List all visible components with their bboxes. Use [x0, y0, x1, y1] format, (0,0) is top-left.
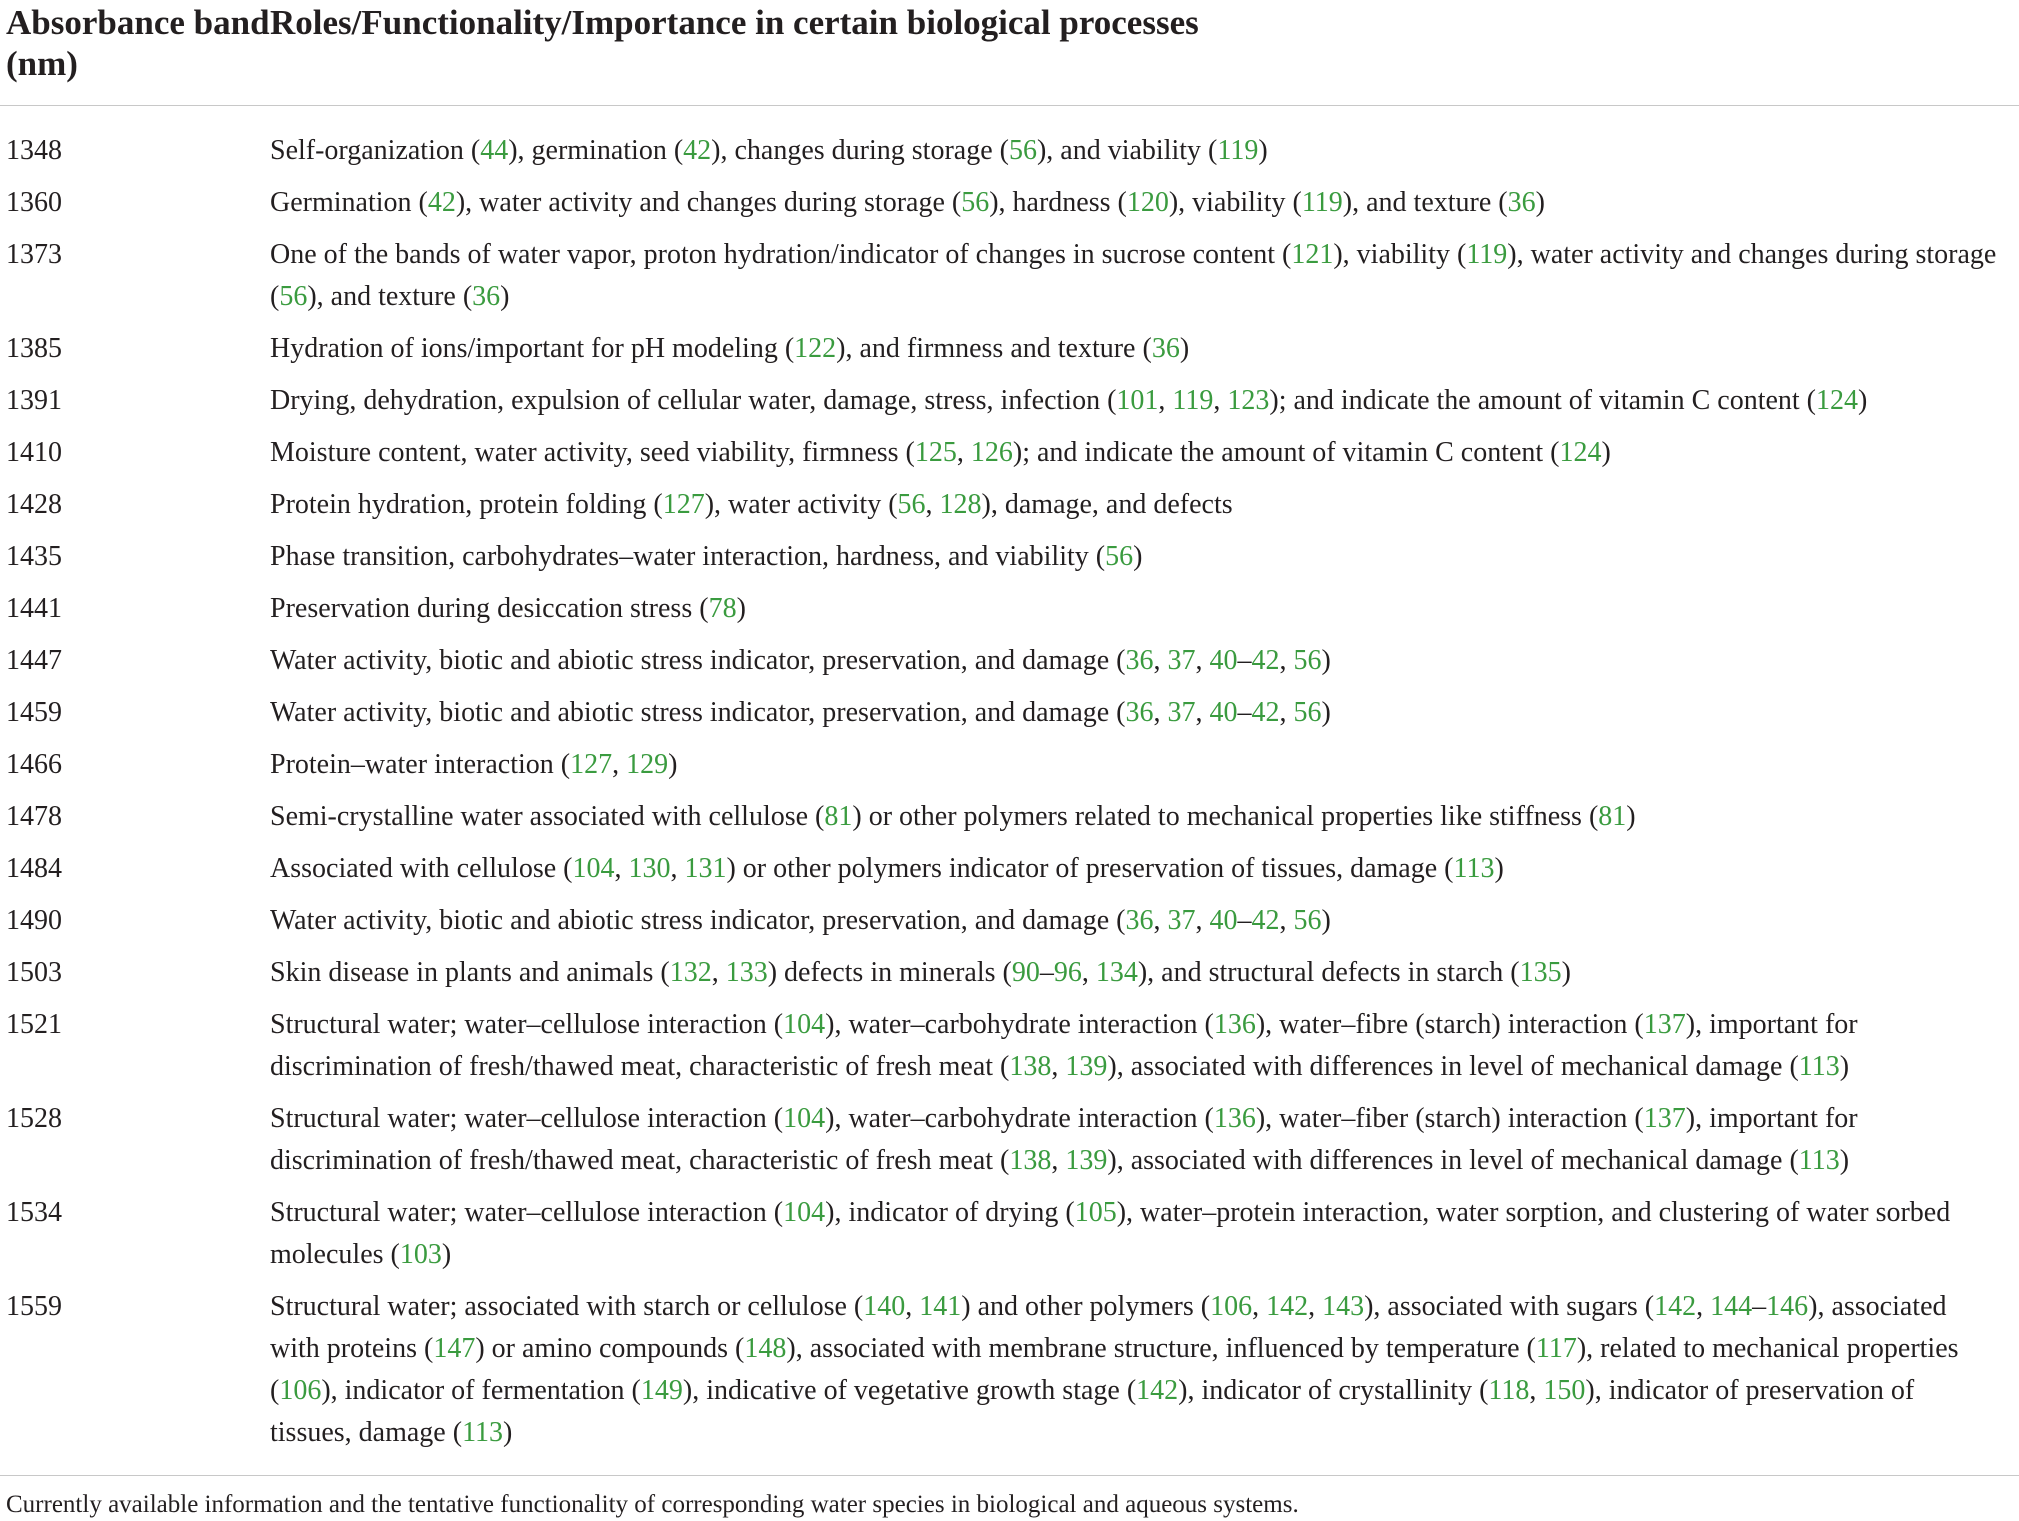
- roles-cell: [270, 952, 2019, 1004]
- role-text: ), and texture (: [307, 281, 473, 312]
- table-row: [0, 380, 2019, 432]
- reference-link[interactable]: 142: [1654, 1291, 1697, 1322]
- reference-link[interactable]: 113: [1798, 1145, 1840, 1176]
- reference-link[interactable]: 150: [1543, 1375, 1586, 1406]
- reference-link[interactable]: 36: [1125, 697, 1154, 728]
- reference-link[interactable]: 104: [572, 853, 615, 884]
- header-absorbance-band: Absorbance band (nm): [0, 0, 270, 106]
- table-row: [0, 106, 2019, 183]
- role-text: –: [1237, 697, 1252, 728]
- roles-cell: [270, 182, 2019, 234]
- role-text: Skin disease in plants and animals (: [270, 957, 670, 988]
- reference-link[interactable]: 56: [1293, 645, 1322, 676]
- role-text: ,: [1252, 1291, 1267, 1322]
- header-roles: Roles/Functionality/Importance in certain biological processes: [270, 0, 2019, 106]
- role-text: ), changes during storage (: [711, 135, 1009, 166]
- absorbance-band-cell: 1447: [6, 645, 62, 676]
- role-text: ), important for discrimination of fresh/thawed meat, characteristic of fresh meat (: [270, 1009, 1858, 1082]
- reference-link[interactable]: 36: [472, 281, 501, 312]
- reference-link[interactable]: 136: [1213, 1103, 1256, 1134]
- role-text: ) and other polymers (: [961, 1291, 1211, 1322]
- role-text: ), indicative of vegetative growth stage (: [682, 1375, 1137, 1406]
- role-text: Drying, dehydration, expulsion of cellular water, damage, stress, infection (: [270, 385, 1117, 416]
- reference-link[interactable]: 37: [1167, 697, 1196, 728]
- role-text: ): [1561, 957, 1571, 988]
- reference-link[interactable]: 104: [783, 1197, 826, 1228]
- role-text: ), associated with membrane structure, influenced by temperature (: [786, 1333, 1536, 1364]
- role-text: ), indicator of preservation of tissues, damage (: [270, 1375, 1915, 1448]
- reference-link[interactable]: 56: [1293, 697, 1322, 728]
- reference-link[interactable]: 128: [939, 489, 982, 520]
- table-row: [0, 952, 2019, 1004]
- role-text: ), important for discrimination of fresh/thawed meat, characteristic of fresh meat (: [270, 1103, 1858, 1176]
- reference-link[interactable]: 127: [570, 749, 613, 780]
- reference-link[interactable]: 143: [1322, 1291, 1365, 1322]
- role-text: ,: [1153, 905, 1168, 936]
- reference-link[interactable]: 113: [1453, 853, 1495, 884]
- reference-link[interactable]: 103: [399, 1239, 442, 1270]
- absorbance-band-cell: 1373: [6, 239, 62, 270]
- role-text: ), indicator of fermentation (: [321, 1375, 641, 1406]
- reference-link[interactable]: 146: [1766, 1291, 1809, 1322]
- role-text: ,: [1279, 697, 1294, 728]
- reference-link[interactable]: 36: [1507, 187, 1536, 218]
- role-text: ): [1179, 333, 1190, 364]
- reference-link[interactable]: 113: [462, 1417, 504, 1448]
- roles-cell: [270, 848, 2019, 900]
- reference-link[interactable]: 104: [783, 1009, 826, 1040]
- reference-link[interactable]: 56: [1008, 135, 1037, 166]
- roles-cell: [270, 1192, 2019, 1286]
- reference-link[interactable]: 138: [1009, 1145, 1052, 1176]
- role-text: ) or amino compounds (: [475, 1333, 745, 1364]
- table-bottom-rule: [0, 1475, 2019, 1476]
- reference-link[interactable]: 142: [1136, 1375, 1179, 1406]
- roles-cell: [270, 484, 2019, 536]
- role-text: ,: [925, 489, 940, 520]
- reference-link[interactable]: 132: [669, 957, 712, 988]
- role-text: ), and texture (: [1342, 187, 1508, 218]
- reference-link[interactable]: 135: [1519, 957, 1562, 988]
- role-text: ): [1839, 1051, 1850, 1082]
- role-text: ,: [905, 1291, 920, 1322]
- absorbance-band-cell: 1428: [6, 489, 62, 520]
- reference-link[interactable]: 139: [1065, 1145, 1108, 1176]
- role-text: –: [1039, 957, 1054, 988]
- reference-link[interactable]: 147: [433, 1333, 476, 1364]
- reference-link[interactable]: 119: [1301, 187, 1343, 218]
- role-text: ), indicator of drying (: [825, 1197, 1075, 1228]
- role-text: ,: [670, 853, 685, 884]
- role-text: ,: [1195, 697, 1210, 728]
- reference-link[interactable]: 119: [1172, 385, 1214, 416]
- table-row: [0, 848, 2019, 900]
- table-row: [0, 588, 2019, 640]
- role-text: ,: [1081, 957, 1096, 988]
- reference-link[interactable]: 42: [427, 187, 456, 218]
- reference-link[interactable]: 126: [970, 437, 1013, 468]
- role-text: Structural water; water–cellulose interaction (: [270, 1009, 784, 1040]
- reference-link[interactable]: 141: [919, 1291, 962, 1322]
- reference-link[interactable]: 118: [1488, 1375, 1530, 1406]
- reference-link[interactable]: 123: [1227, 385, 1270, 416]
- table-row: [0, 1192, 2019, 1286]
- role-text: ): [1258, 135, 1268, 166]
- reference-link[interactable]: 106: [279, 1375, 322, 1406]
- role-text: ), viability (: [1168, 187, 1302, 218]
- role-text: ), associated with differences in level of mechanical damage (: [1107, 1051, 1799, 1082]
- table-row: [0, 900, 2019, 952]
- table-row: [0, 432, 2019, 484]
- reference-link[interactable]: 42: [1251, 697, 1280, 728]
- role-text: Water activity, biotic and abiotic stress indicator, preservation, and damage (: [270, 697, 1126, 728]
- reference-link[interactable]: 56: [897, 489, 926, 520]
- roles-cell: [270, 234, 2019, 328]
- reference-link[interactable]: 40: [1209, 697, 1238, 728]
- role-text: ), water–carbohydrate interaction (: [825, 1009, 1214, 1040]
- role-text: ,: [1529, 1375, 1544, 1406]
- table-row: [0, 640, 2019, 692]
- role-text: ,: [1279, 645, 1294, 676]
- reference-link[interactable]: 37: [1167, 645, 1196, 676]
- roles-cell: [270, 640, 2019, 692]
- reference-link[interactable]: 138: [1009, 1051, 1052, 1082]
- roles-cell: [270, 796, 2019, 848]
- role-text: One of the bands of water vapor, proton hydration/indicator of changes in sucrose content (: [270, 239, 1292, 270]
- reference-link[interactable]: 130: [628, 853, 671, 884]
- reference-link[interactable]: 136: [1213, 1009, 1256, 1040]
- role-text: Semi-crystalline water associated with cellulose (: [270, 801, 825, 832]
- role-text: ): [503, 1417, 513, 1448]
- reference-link[interactable]: 139: [1065, 1051, 1108, 1082]
- absorbance-band-cell: 1521: [6, 1009, 62, 1040]
- role-text: ,: [1195, 905, 1210, 936]
- reference-link[interactable]: 119: [1217, 135, 1259, 166]
- absorbance-band-cell: 1385: [6, 333, 62, 364]
- table-row: [0, 536, 2019, 588]
- role-text: ), damage, and defects: [981, 489, 1233, 520]
- reference-link[interactable]: 81: [824, 801, 853, 832]
- reference-link[interactable]: 56: [961, 187, 990, 218]
- roles-cell: [270, 328, 2019, 380]
- reference-link[interactable]: 40: [1209, 645, 1238, 676]
- table-footnote: Currently available information and the tentative functionality of corresponding water species in biological and aqueous systems.: [6, 1491, 1299, 1518]
- reference-link[interactable]: 131: [684, 853, 727, 884]
- role-text: ), associated with proteins (: [270, 1291, 1947, 1364]
- reference-link[interactable]: 56: [1105, 541, 1134, 572]
- role-text: ,: [1153, 645, 1168, 676]
- reference-link[interactable]: 140: [863, 1291, 906, 1322]
- role-text: ): [441, 1239, 452, 1270]
- role-text: Protein–water interaction (: [270, 749, 571, 780]
- table-row: [0, 234, 2019, 328]
- role-text: ): [1535, 187, 1545, 218]
- role-text: Structural water; water–cellulose interaction (: [270, 1103, 784, 1134]
- role-text: ,: [711, 957, 726, 988]
- role-text: ), water–protein interaction, water sorption, and clustering of water sorbed molecules (: [270, 1197, 1951, 1270]
- reference-link[interactable]: 42: [683, 135, 712, 166]
- role-text: ): [1321, 697, 1331, 728]
- table-row: [0, 692, 2019, 744]
- roles-cell: [270, 900, 2019, 952]
- role-text: ) or other polymers indicator of preservation of tissues, damage (: [726, 853, 1454, 884]
- role-text: ,: [1279, 905, 1294, 936]
- reference-link[interactable]: 105: [1074, 1197, 1117, 1228]
- reference-link[interactable]: 134: [1095, 957, 1138, 988]
- reference-link[interactable]: 90: [1011, 957, 1040, 988]
- role-text: ): [1601, 437, 1611, 468]
- role-text: –: [1237, 645, 1252, 676]
- role-text: ,: [1308, 1291, 1323, 1322]
- reference-link[interactable]: 119: [1466, 239, 1508, 270]
- role-text: ), associated with sugars (: [1364, 1291, 1655, 1322]
- absorbance-band-cell: 1466: [6, 749, 62, 780]
- role-text: ), germination (: [508, 135, 684, 166]
- roles-cell: [270, 588, 2019, 640]
- reference-link[interactable]: 121: [1291, 239, 1334, 270]
- absorbance-band-cell: 1528: [6, 1103, 62, 1134]
- role-text: ), water–carbohydrate interaction (: [825, 1103, 1214, 1134]
- role-text: ,: [1696, 1291, 1711, 1322]
- reference-link[interactable]: 104: [783, 1103, 826, 1134]
- reference-link[interactable]: 127: [662, 489, 705, 520]
- reference-link[interactable]: 37: [1167, 905, 1196, 936]
- role-text: ,: [612, 749, 627, 780]
- table-row: [0, 1286, 2019, 1475]
- role-text: Structural water; water–cellulose interaction (: [270, 1197, 784, 1228]
- absorbance-band-cell: 1360: [6, 187, 62, 218]
- table-row: [0, 1004, 2019, 1098]
- roles-cell: [270, 1286, 2019, 1475]
- role-text: ,: [1195, 645, 1210, 676]
- role-text: –: [1752, 1291, 1767, 1322]
- reference-link[interactable]: 96: [1053, 957, 1082, 988]
- role-text: ): [1858, 385, 1868, 416]
- role-text: ), and structural defects in starch (: [1137, 957, 1520, 988]
- reference-link[interactable]: 113: [1798, 1051, 1840, 1082]
- reference-link[interactable]: 106: [1210, 1291, 1253, 1322]
- reference-link[interactable]: 78: [708, 593, 737, 624]
- absorbance-band-cell: 1459: [6, 697, 62, 728]
- reference-link[interactable]: 125: [914, 437, 957, 468]
- reference-link[interactable]: 144: [1710, 1291, 1753, 1322]
- roles-cell: [270, 380, 2019, 432]
- reference-link[interactable]: 117: [1535, 1333, 1577, 1364]
- role-text: ,: [1213, 385, 1228, 416]
- reference-link[interactable]: 44: [480, 135, 509, 166]
- reference-link[interactable]: 148: [744, 1333, 787, 1364]
- role-text: ,: [956, 437, 971, 468]
- role-text: Protein hydration, protein folding (: [270, 489, 663, 520]
- role-text: ,: [1153, 697, 1168, 728]
- role-text: Hydration of ions/important for pH modeling (: [270, 333, 795, 364]
- role-text: Water activity, biotic and abiotic stress indicator, preservation, and damage (: [270, 905, 1126, 936]
- role-text: ), water–fibre (starch) interaction (: [1255, 1009, 1644, 1040]
- role-text: ), associated with differences in level of mechanical damage (: [1107, 1145, 1799, 1176]
- role-text: ); and indicate the amount of vitamin C content (: [1012, 437, 1560, 468]
- reference-link[interactable]: 42: [1251, 905, 1280, 936]
- role-text: ) defects in minerals (: [767, 957, 1012, 988]
- role-text: ,: [1158, 385, 1173, 416]
- table-header-row: [0, 0, 2019, 106]
- roles-cell: [270, 1004, 2019, 1098]
- reference-link[interactable]: 122: [794, 333, 837, 364]
- reference-link[interactable]: 36: [1151, 333, 1180, 364]
- reference-link[interactable]: 101: [1116, 385, 1159, 416]
- absorbance-band-cell: 1478: [6, 801, 62, 832]
- absorbance-band-cell: 1348: [6, 135, 62, 166]
- role-text: Moisture content, water activity, seed viability, firmness (: [270, 437, 915, 468]
- table-row: [0, 744, 2019, 796]
- absorbance-band-cell: 1435: [6, 541, 62, 572]
- role-text: ): [736, 593, 746, 624]
- table-row: [0, 182, 2019, 234]
- role-text: Self-organization (: [270, 135, 481, 166]
- role-text: ): [1626, 801, 1636, 832]
- absorbance-band-cell: 1391: [6, 385, 62, 416]
- roles-cell: [270, 432, 2019, 484]
- role-text: ), water–fiber (starch) interaction (: [1255, 1103, 1644, 1134]
- role-text: ), water activity and changes during storage (: [455, 187, 962, 218]
- reference-link[interactable]: 40: [1209, 905, 1238, 936]
- reference-link[interactable]: 142: [1266, 1291, 1309, 1322]
- role-text: ), indicator of crystallinity (: [1178, 1375, 1489, 1406]
- role-text: ,: [614, 853, 629, 884]
- reference-link[interactable]: 124: [1816, 385, 1859, 416]
- absorbance-band-cell: 1484: [6, 853, 62, 884]
- role-text: –: [1237, 905, 1252, 936]
- absorbance-band-cell: 1490: [6, 905, 62, 936]
- table-row: [0, 328, 2019, 380]
- absorbance-band-cell: 1534: [6, 1197, 62, 1228]
- reference-link[interactable]: 137: [1643, 1009, 1686, 1040]
- role-text: ), viability (: [1333, 239, 1467, 270]
- role-text: Water activity, biotic and abiotic stress indicator, preservation, and damage (: [270, 645, 1126, 676]
- reference-link[interactable]: 137: [1643, 1103, 1686, 1134]
- role-text: Germination (: [270, 187, 428, 218]
- table-row: [0, 796, 2019, 848]
- role-text: ), related to mechanical properties (: [270, 1333, 1959, 1406]
- table-row: [0, 484, 2019, 536]
- table-body: [0, 106, 2019, 1476]
- role-text: ); and indicate the amount of vitamin C content (: [1269, 385, 1817, 416]
- reference-link[interactable]: 36: [1125, 905, 1154, 936]
- reference-link[interactable]: 56: [1293, 905, 1322, 936]
- role-text: Structural water; associated with starch or cellulose (: [270, 1291, 864, 1322]
- roles-cell: [270, 106, 2019, 183]
- absorbance-band-cell: 1441: [6, 593, 62, 624]
- absorbance-band-cell: 1559: [6, 1291, 62, 1322]
- reference-link[interactable]: 56: [279, 281, 308, 312]
- roles-cell: [270, 1098, 2019, 1192]
- role-text: Phase transition, carbohydrates–water interaction, hardness, and viability (: [270, 541, 1106, 572]
- role-text: Associated with cellulose (: [270, 853, 573, 884]
- role-text: ), hardness (: [989, 187, 1127, 218]
- role-text: ): [1133, 541, 1143, 572]
- role-text: ), water activity and changes during storage (: [270, 239, 1997, 312]
- reference-link[interactable]: 36: [1125, 645, 1154, 676]
- role-text: ): [668, 749, 678, 780]
- absorbance-band-cell: 1503: [6, 957, 62, 988]
- role-text: ): [1321, 645, 1331, 676]
- role-text: ): [1839, 1145, 1850, 1176]
- role-text: ): [1321, 905, 1331, 936]
- reference-link[interactable]: 149: [640, 1375, 683, 1406]
- role-text: ), and viability (: [1036, 135, 1218, 166]
- role-text: ): [500, 281, 510, 312]
- absorbance-band-cell: 1410: [6, 437, 62, 468]
- reference-link[interactable]: 120: [1126, 187, 1169, 218]
- reference-link[interactable]: 42: [1251, 645, 1280, 676]
- roles-cell: [270, 692, 2019, 744]
- table-row: [0, 1098, 2019, 1192]
- role-text: ,: [1051, 1051, 1066, 1082]
- roles-cell: [270, 536, 2019, 588]
- role-text: ,: [1051, 1145, 1066, 1176]
- role-text: Preservation during desiccation stress (: [270, 593, 709, 624]
- reference-link[interactable]: 133: [725, 957, 768, 988]
- role-text: ), and firmness and texture (: [836, 333, 1152, 364]
- role-text: ): [1494, 853, 1504, 884]
- role-text: ), water activity (: [704, 489, 898, 520]
- reference-link[interactable]: 81: [1598, 801, 1627, 832]
- reference-link[interactable]: 129: [626, 749, 669, 780]
- reference-link[interactable]: 124: [1559, 437, 1602, 468]
- role-text: ) or other polymers related to mechanical properties like stiffness (: [852, 801, 1599, 832]
- roles-cell: [270, 744, 2019, 796]
